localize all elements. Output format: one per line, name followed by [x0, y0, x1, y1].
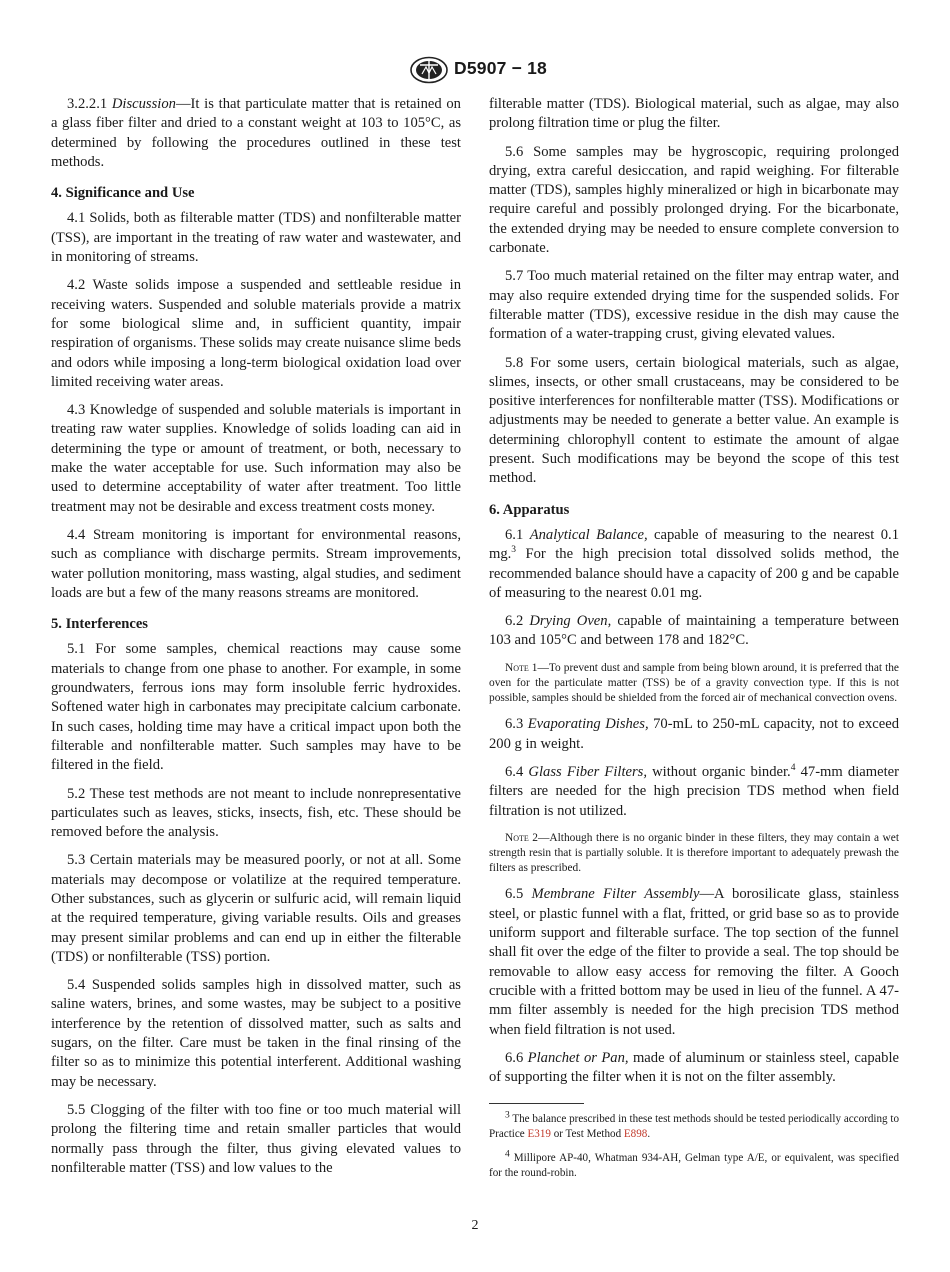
paragraph-6-4: 6.4 Glass Fiber Filters, without organic binder.$^4$ 47-mm diameter filters are needed for the high precision TDS method when field filtration is not utilized.: [489, 763, 899, 819]
paragraph-5-4: 5.4 Suspended solids samples high in dissolved matter, such as saline waters, brines, and some wastes, may be subject to a positive interference by the retention of dissolved matter, such as salts and sugars, on the filter. Care must be taken in the final rinsing of the filter so as to minimize this potential interferent. Additional washing may be necessary.: [51, 977, 461, 1090]
footnote-3: $^3$ The balance prescribed in these test methods should be tested periodically according to Practice E319 or Test Method E898.: [489, 1110, 899, 1141]
section-heading-significance: 4. Significance and Use: [51, 185, 195, 202]
footnote-ref-4: 4: [790, 763, 796, 774]
paragraph-4-3: 4.3 Knowledge of suspended and soluble materials is important in treating raw water supplies. Knowledge of solids loading can aid in determining the type or amount of treatment, or both, necessary to make the water acceptable for use. Such information may also be used to determine acceptability of water after treatment. Too little treatment may not be desirable and excess treatment costs money.: [51, 402, 461, 515]
paragraph-4-4: 4.4 Stream monitoring is important for environmental reasons, such as compliance with discharge permits. Stream improvements, water pollution monitoring, mass wasting, algal studies, and sediment loads are but a few of the many reasons streams are monitored.: [51, 526, 461, 601]
paragraph-6-2: 6.2 Drying Oven, capable of maintaining a temperature between 103 and 105°C and between 178 and 182°C.: [489, 613, 899, 649]
page-header: [0, 56, 950, 86]
footnote-divider: [489, 1103, 584, 1104]
paragraph-6-1: 6.1 Analytical Balance, capable of measuring to the nearest 0.1 mg.$^3$ For the high precision total dissolved solids method, the recommended balance should have a capacity of 200 g and be capable of measuring to the nearest 0.01 mg.: [489, 526, 899, 601]
footnote-ref-3: 3: [511, 545, 517, 556]
paragraph-5-3: 5.3 Certain materials may be measured poorly, or not at all. Some materials may decompose or volatilize at the required temperature. Other substances, such as glycerin or sulfuric acid, will remain liquid at the required temperature, giving variable results. Oils and greases may present similar problems and can end up in either the filterable (TDS) or nonfilterable (TSS) portion.: [51, 852, 461, 965]
paragraph-5-7: 5.7 Too much material retained on the filter may entrap water, and may also require extended drying time for the suspended solids. For filterable matter (TDS), excessive residue in the dish may cause the formation of a water-trapping crust, giving elevated values.: [489, 268, 899, 343]
paragraph-5-5: 5.5 Clogging of the filter with too fine or too much material will prolong the filtering time and retain smaller particles that would normally pass through the filter, thus giving elevated values to nonfilterable matter (TSS) and low values to the: [51, 1101, 461, 1176]
link-e898[interactable]: E898: [623, 1128, 648, 1141]
paragraph-4-1: 4.1 Solids, both as filterable matter (TDS) and nonfilterable matter (TSS), are important in the treating of raw water and wastewater, and in monitoring of streams.: [51, 210, 461, 266]
page-number: 2: [471, 1218, 479, 1233]
paragraph-5-1: 5.1 For some samples, chemical reactions may cause some materials to change from one phase to another. For example, in some groundwaters, ferrous ions may form insoluble ferric hydroxides. Softened water high in carbonates may precipitate calcium carbonate. In such cases, holding time may have a critical impact upon both the filterable and nonfilterable matter. Such samples may have to be filtered in the field.: [51, 641, 461, 774]
paragraph-5-8: 5.8 For some users, certain biological materials, such as algae, slimes, insects, or other small crustaceans, may be considered to be positive interferences for nonfilterable matter (TSS). Modifications or adjustments may be needed to generate a better value. An example is determining chlorophyll content to estimate the amount of algae present. Such modifications may be beyond the scope of this test method.: [489, 354, 899, 487]
paragraph-5-5-continued: filterable matter (TDS). Biological material, such as algae, may also prolong filtration time or plug the filter.: [489, 96, 899, 132]
note-1: Note 1—To prevent dust and sample from being blown around, it is preferred that the oven for the particulate matter (TSS) be of a gravity convection type. If this is not possible, samples should be shielded from the forced air of mechanical convection ovens.: [489, 661, 899, 705]
paragraph-4-2: 4.2 Waste solids impose a suspended and settleable residue in receiving waters. Suspended and soluble materials provide a matrix for some biological slime and, in sufficient quantity, impair respiration of organisms. These solids may create nuisance slime beds and odors while imposing a long-term biological oxidation load over limited receiving water areas.: [51, 277, 461, 390]
paragraph-6-6: 6.6 Planchet or Pan, made of aluminum or stainless steel, capable of supporting the filter when it is not on the filter assembly.: [489, 1049, 899, 1086]
right-column: [489, 95, 899, 1190]
paragraph-3-2-2-1: 3.2.2.1 Discussion—It is that particulate matter that is retained on a glass fiber filter and dried to a constant weight at 103 to 105°C, as determined by following the procedures outlined in these test methods.: [51, 96, 461, 170]
document-id: D5907 − 18: [454, 58, 547, 78]
section-heading-apparatus: 6. Apparatus: [489, 501, 570, 518]
note-2: Note 2—Although there is no organic binder in these filters, they may contain a wet strength resin that is partially soluble. It is therefore important to adequately prewash the filters as prescribed.: [489, 831, 899, 875]
paragraph-6-5: 6.5 Membrane Filter Assembly—A borosilicate glass, stainless steel, or plastic funnel with a flat, fritted, or grid base so as to provide uniform support and filterable surface. The top section of the funnel shall fit over the edge of the filter to provide a seal. The top should be removable to allow easy access for removing the filter. A Gooch crucible with a fritted bottom may be used in lieu of the funnel. A 47-mm filter assembly is needed for the high precision TDS method when field filtration is not used.: [489, 886, 899, 1038]
paragraph-6-3: 6.3 Evaporating Dishes, 70-mL to 250-mL capacity, not to exceed 200 g in weight.: [489, 716, 899, 752]
link-e319[interactable]: E319: [527, 1128, 551, 1141]
section-heading-interferences: 5. Interferences: [51, 616, 148, 633]
left-column: [51, 95, 461, 1187]
paragraph-5-6: 5.6 Some samples may be hygroscopic, requiring prolonged drying, extra careful desiccation, and rapid weighing. For filterable matter (TDS), samples highly mineralized or high in bicarbonate may require careful and possibly prolonged drying. For the bicarbonate, the extended drying may be needed to ensure complete conversion to carbonate.: [489, 143, 899, 257]
astm-logo-icon: [408, 56, 450, 84]
paragraph-5-2: 5.2 These test methods are not meant to include nonrepresentative particulates such as leaves, sticks, insects, fish, etc. These should be removed before the analysis.: [51, 785, 461, 841]
footnote-4: $^4$ Millipore AP-40, Whatman 934-AH, Gelman type A/E, or equivalent, was specified for the round-robin.: [489, 1149, 899, 1179]
